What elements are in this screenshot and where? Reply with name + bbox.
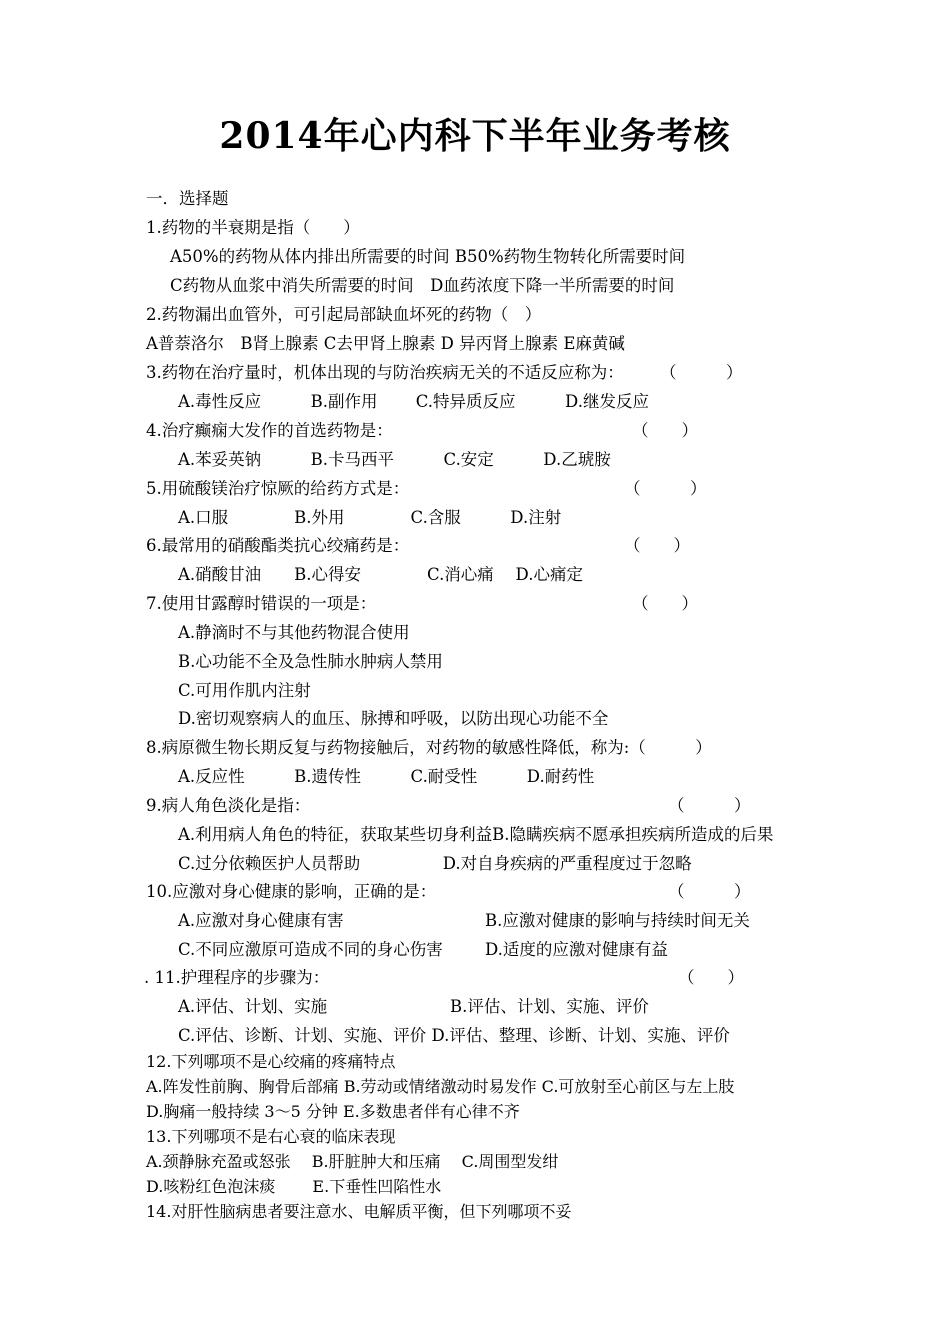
question-stem: 8.病原微生物长期反复与药物接触后，对药物的敏感性降低，称为:（ ）: [146, 738, 712, 757]
answer-blank: （ ）: [624, 536, 690, 555]
question-option: C.过分依赖医护人员帮助 D.对自身疾病的严重程度过于忽略: [178, 854, 692, 873]
page-title: 2014年心内科下半年业务考核: [219, 115, 731, 157]
answer-blank: （ ）: [632, 421, 698, 440]
question-option: A.毒性反应 B.副作用 C.特异质反应 D.继发反应: [178, 392, 649, 411]
question-option: C.评估、诊断、计划、实施、评价 D.评估、整理、诊断、计划、实施、评价: [178, 1026, 730, 1045]
question-option: A普萘洛尔 B肾上腺素 C去甲肾上腺素 D 异丙肾上腺素 E麻黄碱: [146, 334, 625, 353]
question-option: C.可用作肌内注射: [178, 681, 311, 700]
question-option: A.苯妥英钠 B.卡马西平 C.安定 D.乙琥胺: [178, 450, 611, 469]
answer-blank: （ ）: [660, 363, 743, 382]
question-stem: 4.治疗癫痫大发作的首选药物是：: [146, 421, 393, 440]
question-stem: 10.应激对身心健康的影响，正确的是：: [146, 882, 437, 901]
question-option: A.利用病人角色的特征，获取某些切身利益B.隐瞒疾病不愿承担疾病所造成的后果: [178, 825, 774, 844]
section-heading: 一．选择题: [146, 189, 229, 208]
question-stem: 2.药物漏出血管外，可引起局部缺血坏死的药物（ ）: [146, 305, 542, 324]
question-option: C.不同应激原可造成不同的身心伤害: [178, 940, 443, 959]
question-stem: 5.用硫酸镁治疗惊厥的给药方式是：: [146, 479, 410, 498]
answer-blank: （ ）: [678, 968, 744, 987]
question-option: C药物从血浆中消失所需要的时间 D血药浓度下降一半所需要的时间: [170, 276, 675, 295]
answer-blank: （ ）: [668, 796, 751, 815]
question-stem: 13.下列哪项不是右心衰的临床表现: [146, 1127, 396, 1146]
question-stem: 9.病人角色淡化是指：: [146, 796, 311, 815]
question-option: A.反应性 B.遗传性 C.耐受性 D.耐药性: [178, 767, 595, 786]
question-stem: 12.下列哪项不是心绞痛的疼痛特点: [146, 1052, 396, 1071]
question-option: D.胸痛一般持续 3～5 分钟 E.多数患者伴有心律不齐: [146, 1102, 520, 1121]
question-stem: 3.药物在治疗量时，机体出现的与防治疾病无关的不适反应称为：: [146, 363, 624, 382]
question-option: B.心功能不全及急性肺水肿病人禁用: [178, 652, 443, 671]
question-stem: . 11.护理程序的步骤为：: [144, 968, 330, 987]
question-stem: 14.对肝性脑病患者要注意水、电解质平衡，但下列哪项不妥: [146, 1202, 572, 1221]
question-option: B.应激对健康的影响与持续时间无关: [485, 911, 750, 930]
question-option: A.阵发性前胸、胸骨后部痛 B.劳动或情绪激动时易发作 C.可放射至心前区与左上肢: [146, 1077, 735, 1096]
question-option: A.评估、计划、实施: [178, 997, 328, 1016]
question-stem: 6.最常用的硝酸酯类抗心绞痛药是：: [146, 536, 410, 555]
question-option: A50%的药物从体内排出所需要的时间 B50%药物生物转化所需要时间: [170, 247, 686, 266]
answer-blank: （ ）: [668, 882, 751, 901]
question-option: A.应激对身心健康有害: [178, 911, 344, 930]
question-option: D.咳粉红色泡沫痰 E.下垂性凹陷性水: [146, 1177, 442, 1196]
question-option: A.颈静脉充盈或怒张 B.肝脏肿大和压痛 C.周围型发绀: [146, 1152, 559, 1171]
answer-blank: （ ）: [624, 479, 707, 498]
question-option: A.口服 B.外用 C.含服 D.注射: [178, 508, 562, 527]
question-option: B.评估、计划、实施、评价: [450, 997, 649, 1016]
question-option: D.密切观察病人的血压、脉搏和呼吸，以防出现心功能不全: [178, 709, 609, 728]
question-stem: 1.药物的半衰期是指（ ）: [146, 218, 360, 237]
answer-blank: （ ）: [632, 594, 698, 613]
question-option: D.适度的应激对健康有益: [485, 940, 668, 959]
question-option: A.硝酸甘油 B.心得安 C.消心痛 D.心痛定: [178, 565, 583, 584]
question-stem: 7.使用甘露醇时错误的一项是：: [146, 594, 377, 613]
question-option: A.静滴时不与其他药物混合使用: [178, 623, 410, 642]
